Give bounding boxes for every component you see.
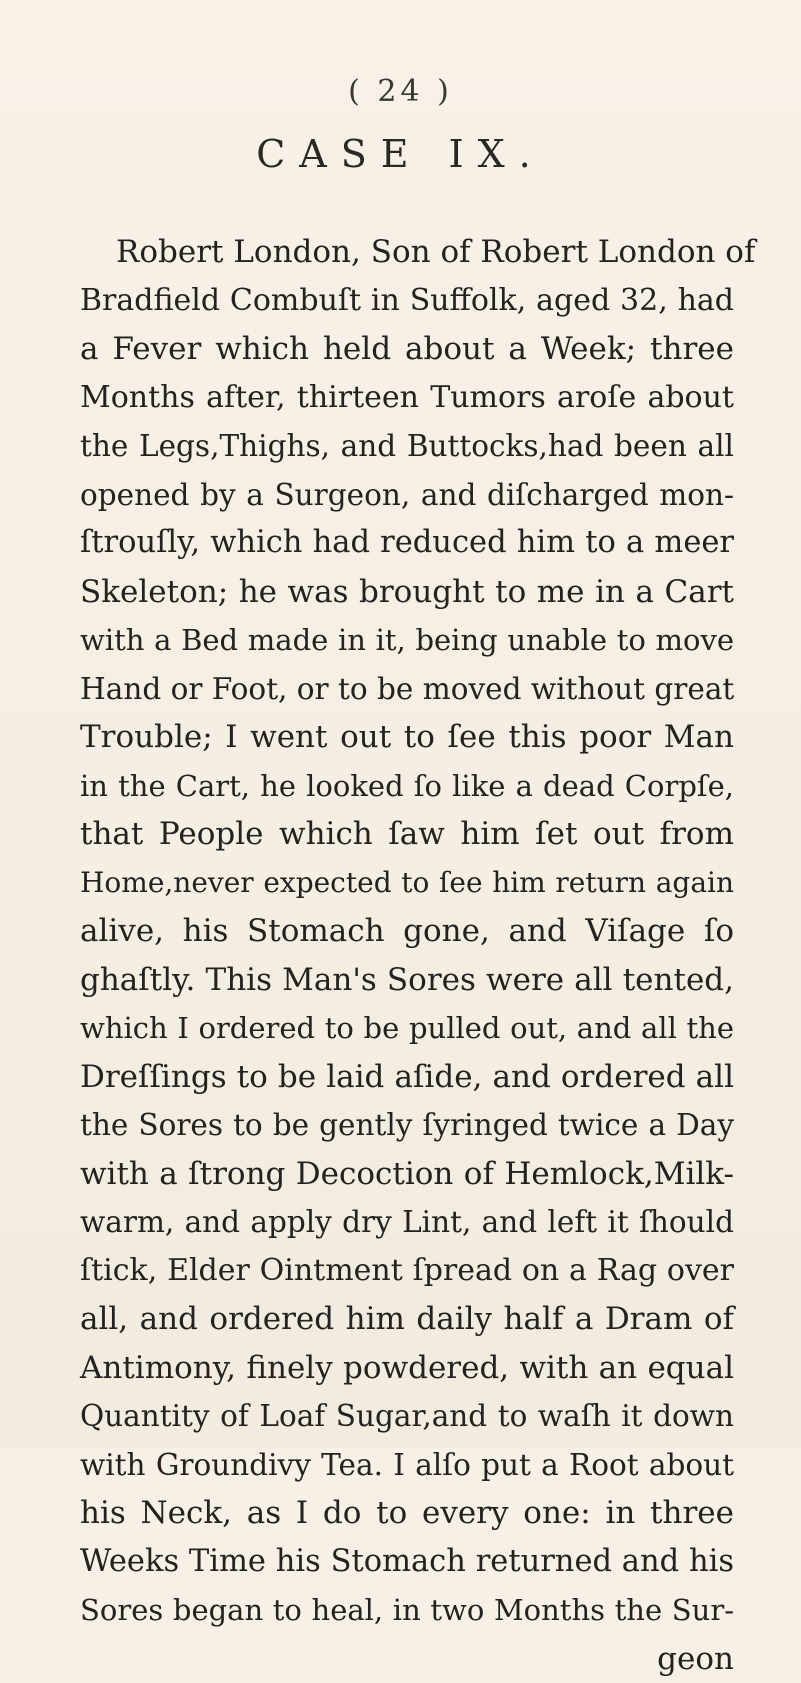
text-line: alive, his Stomach gone, and Viſage ſo [80,907,734,956]
text-line: with Groundivy Tea. I alſo put a Root about [80,1441,734,1490]
text-line: Dreſſings to be laid aſide, and ordered all [80,1053,734,1102]
text-line: which I ordered to be pulled out, and all the [80,1004,734,1053]
text-line: Robert London, Son of Robert London of [80,228,734,277]
text-line: ghaſtly. This Man's Sores were all tented, [80,956,734,1005]
text-line: Weeks Time his Stomach returned and his [80,1538,734,1587]
text-line: opened by a Surgeon, and diſcharged mon- [80,471,734,520]
case-heading: CASE IX. [0,132,801,176]
text-line: the Sores to be gently ſyringed twice a Day [80,1101,734,1150]
text-line: Skeleton; he was brought to me in a Cart [80,568,734,617]
text-line: Trouble; I went out to ſee this poor Man [80,713,734,762]
page-number: ( 24 ) [0,74,801,109]
text-line: with a ſtrong Decoction of Hemlock,Milk- [80,1150,734,1199]
text-line: the Legs,Thighs, and Buttocks,had been all [80,422,734,471]
text-line: his Neck, as I do to every one: in three [80,1489,734,1538]
text-line: Hand or Foot, or to be moved without great [80,665,734,714]
catchword: geon [80,1635,734,1683]
text-line: Antimony, finely powdered, with an equal [80,1344,734,1393]
text-line: Sores began to heal, in two Months the Sur- [80,1586,734,1635]
text-line: Bradfield Combuſt in Suffolk, aged 32, had [80,277,734,326]
text-line: in the Cart, he looked ſo like a dead Corpſe, [80,762,734,811]
text-line: ſtrouſly, which had reduced him to a meer [80,519,734,568]
case-body-text [80,228,734,1683]
text-line: with a Bed made in it, being unable to move [80,616,734,665]
text-line: ſtick, Elder Ointment ſpread on a Rag over [80,1247,734,1296]
text-line: that People which ſaw him ſet out from [80,810,734,859]
text-line: Quantity of Loaf Sugar,and to waſh it down [80,1392,734,1441]
text-line: warm, and apply dry Lint, and left it ſhould [80,1198,734,1247]
text-line: a Fever which held about a Week; three [80,325,734,374]
text-line: Home,never expected to ſee him return again [80,859,734,908]
text-line: all, and ordered him daily half a Dram of [80,1295,734,1344]
text-line: Months after, thirteen Tumors aroſe about [80,374,734,423]
